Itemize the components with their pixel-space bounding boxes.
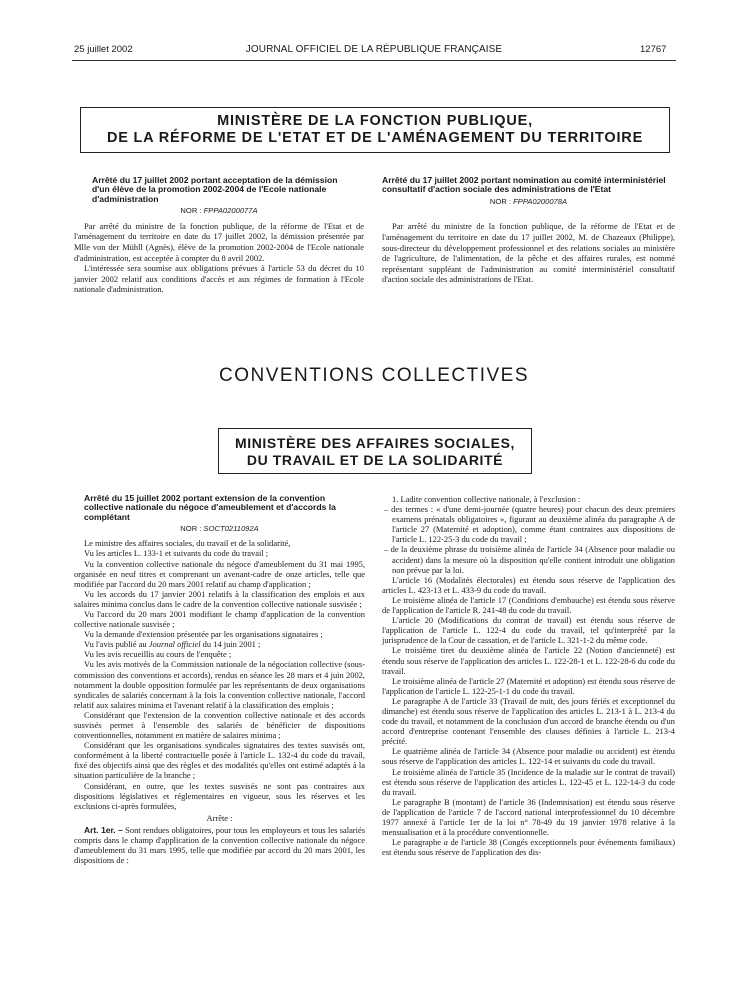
arrete-title: Arrêté du 15 juillet 2002 portant extension de la convention collective nationale du négoce d'ameublement et d'accords la complétant (84, 493, 336, 522)
nor-label: NOR : (180, 524, 202, 534)
paragraph: Vu l'accord du 20 mars 2001 modifiant le champ d'application de la convention collective nationale susvisée ; (74, 608, 365, 630)
paragraph: Considérant que les organisations syndicales signataires des textes susvisés ont, conformément à la liberté contractuelle posée à l'article L. 132-4 du code du travail, fixé des objectifs ainsi que des règles et des modalités qu'elles ont estimé adaptés à la situation particulière de la branche ; (74, 740, 365, 781)
text-fragment: Le paragraphe (392, 837, 441, 848)
dash-item: – des termes : « d'une demi-journée (quatre heures) pour chacun des deux premiers examens prénatals obligatoires », figurant au deuxième alinéa du paragraphe A de l'article 27 (Maternité et adoption), comme étant contraires aux dispositions de l'article L. 122-25-3 du code du travail ; (384, 504, 675, 545)
nor-code: FPPA0200078A (513, 196, 568, 206)
ministry-box-fonction-publique (80, 107, 670, 153)
paragraph: 1. Ladite convention collective nationale, à l'exclusion : (392, 494, 581, 504)
paragraph: Par arrêté du ministre de la fonction publique, de la réforme de l'Etat et de l'aménagement du territoire en date du 17 juillet 2002, la démission présentée par Mlle von der Mühll (Agnès), élève de la promotion 2002-2004 de l'Ecole nationale d'administration, est acceptée à compter du 8 avril 2002. (74, 220, 364, 263)
nor-reference (74, 206, 364, 217)
nor-code: SOCT0211092A (203, 524, 259, 534)
text-fragment-italic: a (443, 837, 448, 848)
paragraph: Vu les accords du 17 janvier 2001 relatifs à la classification des emplois et aux salaires minima conclus dans le cadre de la convention collective nationale susvisée ; (74, 588, 365, 609)
paragraph: Vu les articles L. 133-1 et suivants du code du travail ; (84, 548, 269, 559)
arrete-extension-left-column (74, 494, 365, 865)
paragraph: Vu la convention collective nationale du négoce d'ameublement du 31 mai 1995, organisée en neuf titres et comprenant un avenant-cadre de onze articles, telle que modifiée par l'accord du 20 mars 2001 relatif au champ d'application ; (74, 558, 365, 589)
text-fragment: du 14 juin 2001 ; (202, 639, 261, 650)
nor-reference (74, 524, 365, 534)
text-fragment: Vu l'avis publié au (84, 639, 147, 650)
paragraph: Le troisième alinéa de l'article 27 (Maternité et adoption) est étendu sous réserve de l'application de l'article L. 122-25-1-1 du code du travail. (382, 675, 675, 696)
arrete-label: Arrête : (206, 812, 233, 823)
section-title: CONVENTIONS COLLECTIVES (218, 365, 530, 386)
arrete-comite-column (382, 176, 675, 285)
nor-label: NOR : (489, 196, 512, 206)
paragraph: L'article 16 (Modalités électorales) est étendu sous réserve de l'application des articles L. 423-13 et L. 433-9 du code du travail. (382, 574, 675, 595)
issue-date: 25 juillet 2002 (74, 44, 133, 55)
journal-title: JOURNAL OFFICIEL DE LA RÉPUBLIQUE FRANÇAISE (245, 44, 503, 55)
paragraph-jo-notice (74, 639, 365, 649)
nor-reference (382, 197, 675, 208)
article-1 (74, 825, 365, 865)
paragraph: Par arrêté du ministre de la fonction publique, de la réforme de l'Etat et de l'aménagement du territoire en date du 17 juillet 2002, M. de Chazeaux (Philippe), sous-directeur du développement professionnel et des relations sociales au ministère de l'agriculture, de l'alimentation, de la pêche et des affaires rurales, est nommé représentant suppléant de l'administration au comité interministériel consultatif d'action sociale des administrations de l'Etat. (382, 221, 675, 285)
paragraph: L'intéressée sera soumise aux obligations prévues à l'article 53 du décret du 10 janvier 2002 relatif aux conditions d'accès et aux régimes de formation à l'Ecole nationale d'administration. (74, 263, 364, 295)
nor-code: FPPA0200077A (203, 206, 258, 216)
article-text: Sont rendues obligatoires, pour tous les employeurs et tous les salariés compris dans le champ d'application de la convention collective nationale du négoce d'ameublement du 31 mars 1995, telle que modifiée par accord du 20 mars 2001, les dispositions de : (74, 824, 365, 866)
arrete-title: Arrêté du 17 juillet 2002 portant nomination au comité interministériel consultatif d'action sociale des administrations de l'Etat (382, 175, 666, 195)
paragraph: Le troisième alinéa de l'article 35 (Incidence de la maladie sur le contrat de travail) est étendu sous réserve de l'application des articles L. 122-45 et L. 122-14-3 du code du travail. (382, 766, 675, 797)
paragraph: Vu les avis recueillis au cours de l'enquête ; (84, 649, 232, 660)
text-fragment: de l'article 38 (Congés exceptionnels pour événements familiaux) est étendu sous réserve de l'application des dis- (382, 837, 676, 858)
paragraph: Le paragraphe B (montant) de l'article 36 (Indemnisation) est étendu sous réserve de l'application de l'article 7 de l'accord national interprofessionnel du 10 décembre 1977 annexé à l'article 1er de la loi n° 78-49 du 19 janvier 1978 relative à la mensualisation et à la procédure conventionnelle. (382, 796, 675, 838)
paragraph: Le paragraphe A de l'article 33 (Travail de nuit, des jours fériés et exceptionnel du dimanche) est étendu sous réserve de l'application des articles L. 213-1 à L. 213-4 du code du travail, et notamment de la conclusion d'un accord de branche étendu ou d'un accord d'entreprise contenant l'ensemble des clauses définies à l'article L. 213-4 précité. (382, 695, 675, 747)
nor-label: NOR : (180, 206, 202, 216)
paragraph: Le troisième tiret du deuxième alinéa de l'article 22 (Notion d'ancienneté) est étendu sous réserve de l'application des articles L. 122-28-1 et L. 122-28-6 du code du travail. (382, 645, 675, 676)
header-rule (72, 60, 676, 61)
arrete-ena-column (74, 176, 364, 295)
paragraph: Vu la demande d'extension présentée par les organisations signataires ; (84, 629, 323, 640)
paragraph: Considérant, en outre, que les textes susvisés ne sont pas contraires aux dispositions législatives et réglementaires en vigueur, sous les réserves et les exclusions ci-après formulées, (74, 780, 365, 811)
ministry-box-line-1: MINISTÈRE DES AFFAIRES SOCIALES, (234, 435, 516, 451)
ministry-box-line-1: MINISTÈRE DE LA FONCTION PUBLIQUE, (217, 113, 533, 129)
paragraph (382, 837, 675, 857)
ministry-box-line-2: DU TRAVAIL ET DE LA SOLIDARITÉ (246, 452, 504, 468)
arrete-extension-right-column (382, 494, 675, 857)
paragraph: Le troisième alinéa de l'article 17 (Conditions d'embauche) est étendu sous réserve de l'application de l'article R. 241-48 du code du travail. (382, 594, 675, 616)
paragraph: Le quatrième alinéa de l'article 34 (Absence pour maladie ou accident) est étendu sous réserve de l'application des articles L. 122-14 et suivants du code du travail. (382, 746, 675, 767)
paragraph: L'article 20 (Modifications du contrat de travail) est étendu sous réserve de l'application de l'article L. 122-4 du code du travail, tel qu'interprété par la jurisprudence de la Cour de cassation, et de l'article L. 321-1-2 du même code. (382, 615, 675, 646)
text-fragment-italic: Journal officiel (148, 639, 201, 650)
arrete-title: Arrêté du 17 juillet 2002 portant acceptation de la démission d'un élève de la promotion 2002-2004 de l'Ecole nationale d'administration (92, 175, 338, 204)
paragraph: Le ministre des affaires sociales, du travail et de la solidarité, (84, 538, 291, 549)
ministry-box-affaires-sociales (218, 428, 532, 474)
paragraph: Considérant que l'extension de la convention collective nationale et des accords susvisés permet à l'ensemble des salariés de bénéficier de dispositions conventionnelles, notamment en matière de salaires minima ; (74, 709, 365, 741)
paragraph: Vu les avis motivés de la Commission nationale de la négociation collective (sous-commission des conventions et accords), rendus en séance les 28 mars et 4 juin 2002, notamment la double opposition formulée par les représentants de deux organisations syndicales de salariés concernant à la fois la convention collective nationale, l'accord relatif aux salaires minima et l'avenant relatif à la classification des emplois ; (74, 659, 365, 710)
ministry-box-line-2: DE LA RÉFORME DE L'ETAT ET DE L'AMÉNAGEMENT DU TERRITOIRE (106, 130, 644, 146)
page-number: 12767 (640, 44, 667, 55)
article-label: Art. 1er. – (84, 824, 123, 835)
dash-item: – de la deuxième phrase du troisième alinéa de l'article 34 (Absence pour maladie ou accident) dans la mesure où la disposition qu'elle contient introduit une obligation non prévue par la loi. (384, 544, 675, 575)
